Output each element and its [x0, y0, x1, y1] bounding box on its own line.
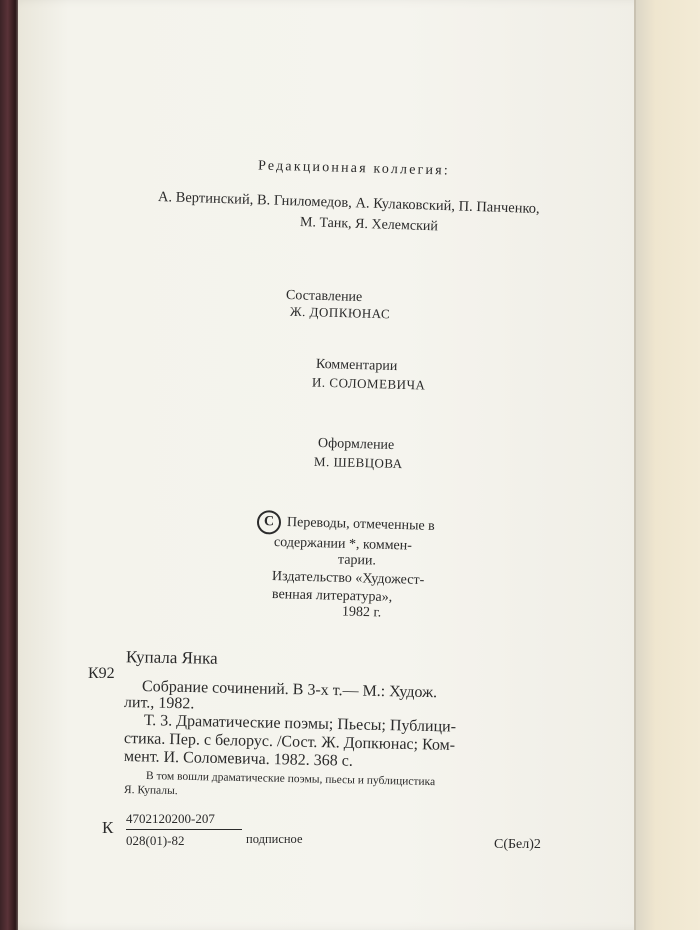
catalog-note-line2: Я. Купалы. — [123, 784, 178, 798]
catalog-subscription: подписное — [246, 832, 303, 846]
catalog-note-line1: В том вошли драматические поэмы, пьесы и публицистика — [145, 770, 436, 789]
copyright-line2: содержании *, коммен- — [273, 535, 413, 554]
comments-name: И. СОЛОМЕВИЧА — [311, 374, 426, 393]
catalog-index: К92 — [88, 665, 115, 682]
editorial-heading: Редакционная коллегия: — [257, 158, 451, 179]
catalog-author: Купала Янка — [125, 647, 218, 668]
catalog-classification: С(Бел)2 — [494, 837, 541, 852]
copyright-line5: венная литература», — [271, 587, 393, 606]
design-name: М. ШЕВЦОВА — [313, 453, 403, 472]
catalog-line5: мент. И. Соломевича. 1982. 368 с. — [123, 748, 354, 770]
comments-label: Комментарии — [315, 356, 398, 375]
catalog-line4: стика. Пер. с белорус. /Сост. Ж. Допкюнас; Ком- — [123, 730, 456, 754]
copyright-line3: тарии. — [337, 552, 377, 569]
editorial-members-line1: А. Вертинский, В. Гниломедов, А. Кулаковский, П. Панченко, — [157, 189, 540, 217]
catalog-code-top: 4702120200-207 — [126, 811, 215, 826]
design-label: Оформление — [317, 436, 395, 453]
catalog-line2: лит., 1982. — [123, 694, 195, 713]
copyright-line4: Издательство «Художест- — [271, 569, 425, 588]
fraction-line — [126, 829, 242, 830]
copyright-line6: 1982 г. — [341, 604, 382, 621]
compilation-name: Ж. ДОПКЮНАС — [289, 303, 391, 322]
catalog-k-letter: К — [102, 818, 114, 837]
catalog-line3: Т. 3. Драматические поэмы; Пьесы; Публици- — [143, 712, 457, 736]
copyright-line1: Переводы, отмеченные в — [286, 515, 435, 534]
copyright-icon: C — [257, 510, 282, 535]
compilation-label: Составление — [285, 288, 363, 305]
editorial-members-line2: М. Танк, Я. Хелемский — [299, 215, 439, 235]
catalog-line1: Собрание сочинений. В 3-х т.— М.: Худож. — [141, 678, 438, 702]
adjacent-page-edge — [634, 0, 700, 930]
catalog-code-bottom: 028(01)-82 — [126, 833, 185, 848]
